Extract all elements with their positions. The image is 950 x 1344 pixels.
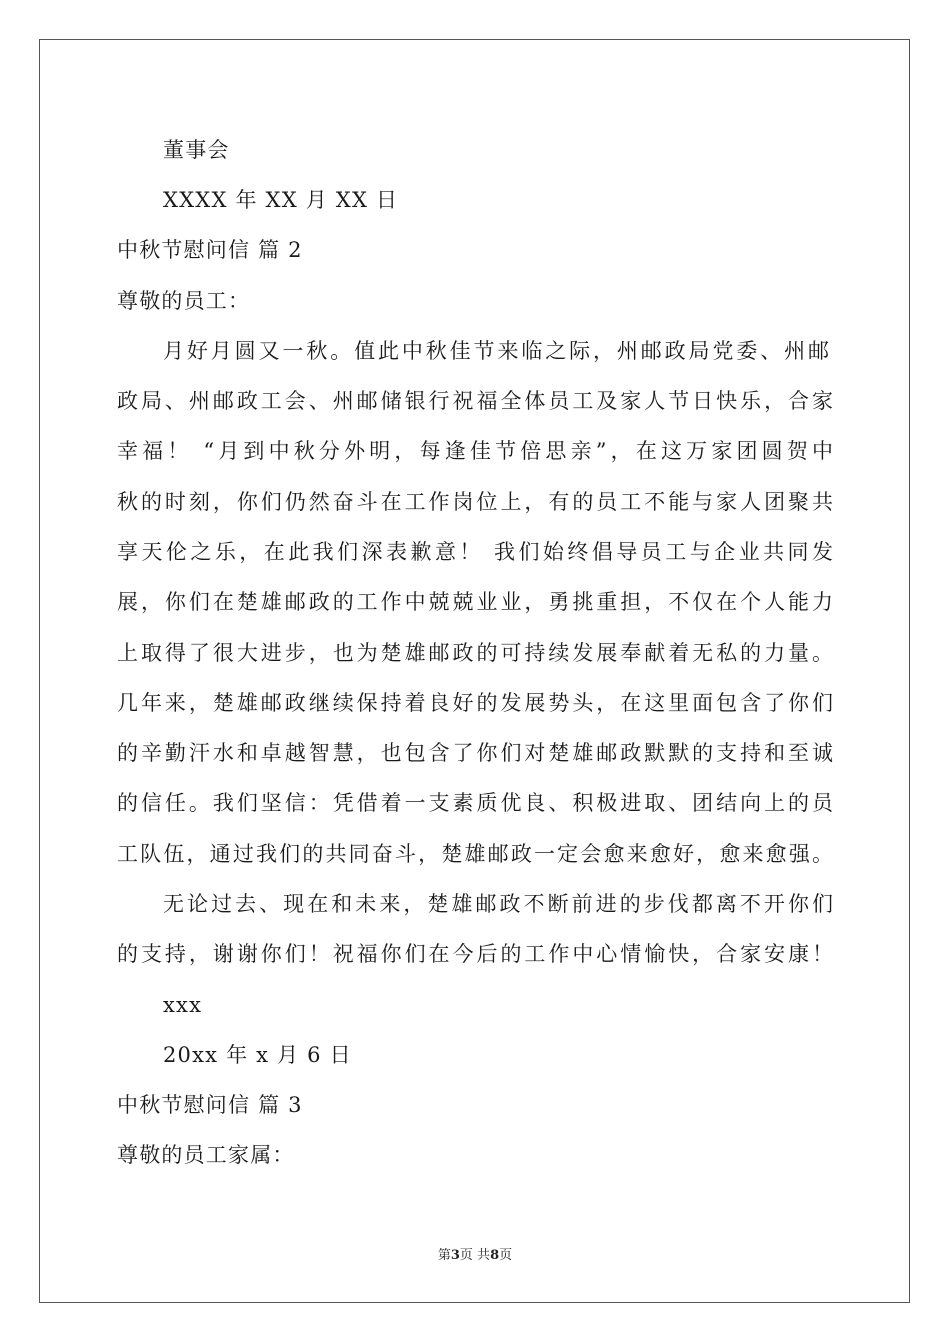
footer-page-suffix: 页 <box>499 1248 513 1263</box>
paragraph-line: 展，你们在楚雄邮政的工作中兢兢业业，勇挑重担，不仅在个人能力 <box>117 590 833 614</box>
salutation: 尊敬的员工家属： <box>117 1143 295 1167</box>
footer-page-current: 3 <box>450 1248 460 1263</box>
paragraph-line: 月好月圆又一秋。值此中秋佳节来临之际，州邮政局党委、州邮 <box>163 339 829 363</box>
paragraph-line: 上取得了很大进步，也为楚雄邮政的可持续发展奉献着无私的力量。 <box>117 641 833 665</box>
paragraph-line: 的信任。我们坚信：凭借着一支素质优良、积极进取、团结向上的员 <box>117 791 833 815</box>
section-heading-2: 中秋节慰问信 篇 2 <box>117 238 303 262</box>
paragraph-line: 秋的时刻，你们仍然奋斗在工作岗位上，有的员工不能与家人团聚共 <box>117 490 833 514</box>
salutation: 尊敬的员工： <box>117 289 251 313</box>
signature-date: 20xx 年 x 月 6 日 <box>163 1043 352 1067</box>
signature-board: 董事会 <box>163 138 230 162</box>
signature-date: XXXX 年 XX 月 XX 日 <box>163 188 399 212</box>
footer-page-total: 8 <box>490 1248 500 1263</box>
paragraph-line: 政局、州邮政工会、州邮储银行祝福全体员工及家人节日快乐，合家 <box>117 389 833 413</box>
paragraph-line: 几年来，楚雄邮政继续保持着良好的发展势头，在这里面包含了你们 <box>117 691 833 715</box>
footer-page-prefix: 第 <box>437 1248 451 1263</box>
paragraph-line: 工队伍，通过我们的共同奋斗，楚雄邮政一定会愈来愈好，愈来愈强。 <box>117 842 833 866</box>
signature-name: xxx <box>163 993 203 1017</box>
page-footer <box>0 1248 950 1264</box>
section-heading-3: 中秋节慰问信 篇 3 <box>117 1093 303 1117</box>
paragraph-line: 幸福！ “月到中秋分外明，每逢佳节倍思亲”，在这万家团圆贺中 <box>117 439 833 463</box>
paragraph-line: 享天伦之乐，在此我们深表歉意！ 我们始终倡导员工与企业共同发 <box>117 540 833 564</box>
footer-page-mid: 页 共 <box>459 1248 491 1263</box>
paragraph-line: 的支持，谢谢你们！祝福你们在今后的工作中心情愉快，合家安康！ <box>117 942 833 966</box>
paragraph-line: 无论过去、现在和未来，楚雄邮政不断前进的步伐都离不开你们 <box>163 892 833 916</box>
paragraph-line: 的辛勤汗水和卓越智慧，也包含了你们对楚雄邮政默默的支持和至诚 <box>117 741 833 765</box>
